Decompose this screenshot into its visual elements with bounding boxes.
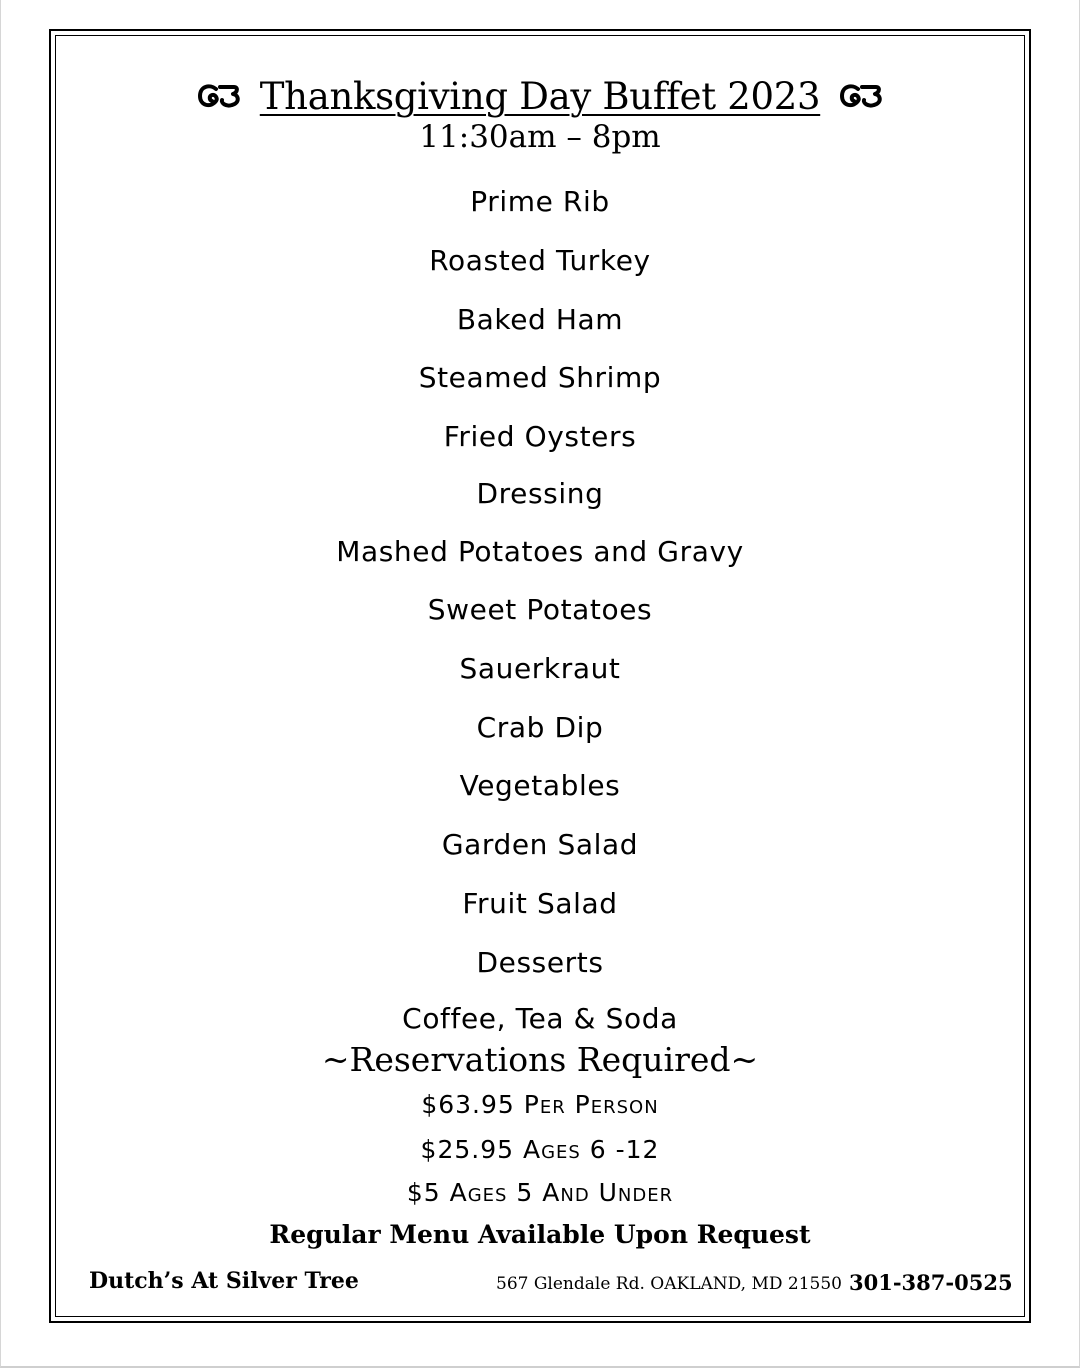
menu-item: Baked Ham: [456, 303, 624, 336]
restaurant-address: 567 Glendale Rd. OAKLAND, MD 21550: [496, 1274, 842, 1294]
menu-item: Vegetables: [459, 769, 621, 802]
regular-menu-note: Regular Menu Available Upon Request: [269, 1220, 811, 1249]
menu-item: Dressing: [476, 477, 604, 510]
menu-item: Sweet Potatoes: [427, 593, 653, 626]
restaurant-phone: 301-387-0525: [849, 1270, 1013, 1295]
menu-item: Mashed Potatoes and Gravy: [336, 535, 744, 568]
menu-item: Garden Salad: [441, 828, 639, 861]
restaurant-name: Dutch’s At Silver Tree: [89, 1268, 359, 1294]
fleuron-ornament-icon: [196, 81, 242, 111]
price-line: $5 Ages 5 And Under: [406, 1178, 674, 1207]
menu-item: Coffee, Tea & Soda: [402, 1002, 678, 1035]
menu-item: Roasted Turkey: [429, 244, 651, 277]
menu-item: Prime Rib: [470, 185, 610, 218]
price-line: $25.95 Ages 6 -12: [420, 1135, 660, 1164]
fleuron-ornament-icon: [838, 81, 884, 111]
price-line: $63.95 Per Person: [421, 1090, 659, 1119]
menu-item: Fruit Salad: [462, 887, 618, 920]
menu-item: Steamed Shrimp: [418, 361, 662, 394]
menu-item: Crab Dip: [476, 711, 604, 744]
menu-item: Fried Oysters: [443, 420, 637, 453]
menu-item: Sauerkraut: [459, 652, 621, 685]
title-row: [0, 68, 1080, 124]
page-title: Thanksgiving Day Buffet 2023: [259, 74, 821, 118]
menu-item: Desserts: [476, 946, 604, 979]
buffet-hours: 11:30am – 8pm: [419, 119, 661, 155]
reservations-required: ~Reservations Required~: [321, 1040, 759, 1079]
